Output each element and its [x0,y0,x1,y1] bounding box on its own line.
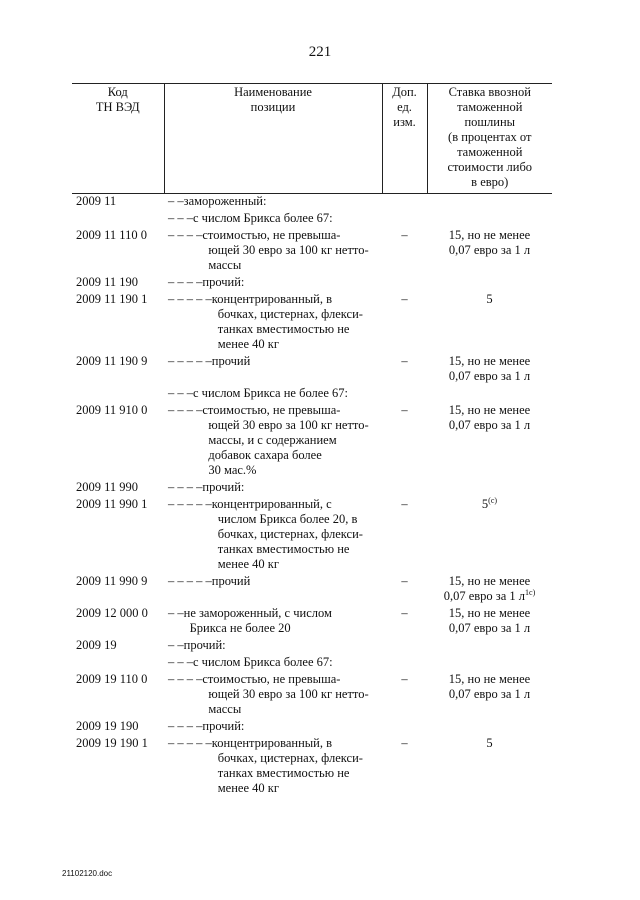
indent-dashes: – – – [168,655,193,669]
row-code [72,211,164,228]
indent-dashes: – – [168,606,184,620]
description-line: ющей 30 евро за 100 кг нетто- [208,687,369,701]
rate-line [429,354,550,369]
description-line: стоимостью, не превыша- [202,403,341,417]
description-line: числом Брикса более 20, в [217,512,358,526]
row-description [164,736,382,798]
table-row [72,655,552,672]
description-line: прочий [211,354,251,368]
indent-dashes: – – – [168,211,193,225]
rate-text: 15, но не менее [448,354,531,368]
table-row [72,292,552,354]
row-code: 2009 11 990 9 [76,574,148,588]
description-line: прочий: [202,275,245,289]
rate-text: 5 [486,292,493,306]
description-line: прочий: [202,480,245,494]
indent-dashes: – – – – – [168,574,212,588]
description-line: 30 мас.% [208,463,257,477]
description-line: танках вместимостью не [217,322,350,336]
rate-text: 5 [481,497,489,511]
description-line: с числом Брикса более 67: [193,211,333,225]
row-rate [427,354,552,386]
description-line: массы [208,702,242,716]
description-line: прочий: [202,719,245,733]
row-unit [382,194,427,212]
description-line: концентрированный, в [211,736,333,750]
rate-text: 15, но не менее [448,672,531,686]
row-unit [382,638,427,655]
row-rate [427,672,552,719]
row-description [164,672,382,719]
table-row [72,211,552,228]
indent-dashes: – – [168,194,184,208]
table-row [72,672,552,719]
description-line: бочках, цистернах, флекси- [217,527,363,541]
row-description [164,497,382,574]
row-rate [427,719,552,736]
rate-text: 15, но не менее [448,403,531,417]
rate-line [429,574,550,589]
row-unit: – [401,228,408,242]
description-line: Брикса не более 20 [189,621,291,635]
row-description [164,403,382,480]
row-code: 2009 19 190 [76,719,139,733]
description-line: ющей 30 евро за 100 кг нетто- [208,243,369,257]
description-line: прочий [211,574,251,588]
row-rate [427,736,552,798]
row-rate [427,292,552,354]
row-unit [382,275,427,292]
row-code: 2009 11 110 0 [76,228,147,242]
rate-text: 15, но не менее [448,606,531,620]
description-line: замороженный: [183,194,267,208]
rate-text: 0,07 евро за 1 л [448,418,531,432]
footnote-ref: 1с) [525,587,536,597]
indent-dashes: – – – [168,386,193,400]
description-line: с числом Брикса более 67: [193,655,333,669]
indent-dashes: – – – – – [168,497,212,511]
description-line: стоимостью, не превыша- [202,228,341,242]
row-code: 2009 11 190 9 [76,354,148,368]
row-code: 2009 11 990 1 [76,497,148,511]
description-line: концентрированный, в [211,292,333,306]
rate-line [429,497,550,512]
row-code: 2009 11 [76,194,117,208]
row-description [164,354,382,386]
description-line: стоимостью, не превыша- [202,672,341,686]
row-description [164,386,382,403]
indent-dashes: – – – – – [168,292,212,306]
row-description [164,574,382,606]
row-unit [382,386,427,403]
footnote-ref: (с) [488,495,498,505]
row-code [72,386,164,403]
rate-line [429,369,550,384]
indent-dashes: – – – – [168,672,203,686]
description-line: с числом Брикса не более 67: [193,386,348,400]
row-unit [382,719,427,736]
rate-line [429,589,550,604]
row-code: 2009 11 990 [76,480,139,494]
table-row [72,497,552,574]
row-description [164,480,382,497]
rate-line [429,621,550,636]
indent-dashes: – – – – – [168,736,212,750]
description-line: танках вместимостью не [217,766,350,780]
indent-dashes: – – – – [168,403,203,417]
rate-line [429,292,550,307]
footer-filename: 21102120.doc [62,869,113,878]
row-code: 2009 19 190 1 [76,736,148,750]
rate-line [429,736,550,751]
page-number: 221 [308,44,332,60]
row-unit: – [401,403,408,417]
description-line: танках вместимостью не [217,542,350,556]
table-body [72,194,552,799]
rate-text: 0,07 евро за 1 л [448,369,531,383]
rate-line [429,228,550,243]
rate-line [429,243,550,258]
description-line: менее 40 кг [217,337,279,351]
row-rate [427,655,552,672]
rate-line [429,687,550,702]
row-description [164,292,382,354]
table-row [72,736,552,798]
indent-dashes: – – [168,638,184,652]
row-description [164,606,382,638]
table-row [72,275,552,292]
table-row [72,354,552,386]
row-rate [427,497,552,574]
rate-line [429,403,550,418]
row-code: 2009 11 190 [76,275,139,289]
rate-text: 0,07 евро за 1 л [448,687,531,701]
description-line: добавок сахара более [208,448,322,462]
rate-line [429,418,550,433]
indent-dashes: – – – – [168,480,203,494]
description-line: не замороженный, с числом [183,606,332,620]
row-rate [427,194,552,212]
table-header [72,84,552,194]
row-unit: – [401,574,408,588]
rate-text: 15, но не менее [448,228,531,242]
row-description [164,719,382,736]
rate-text: 15, но не менее [448,574,531,588]
rate-text: 0,07 евро за 1 л [448,243,531,257]
row-rate [427,606,552,638]
table-row [72,574,552,606]
row-description [164,655,382,672]
row-rate [427,275,552,292]
table-row [72,228,552,275]
rate-text: 0,07 евро за 1 л [443,589,526,603]
table-row [72,638,552,655]
table-row [72,719,552,736]
row-code: 2009 11 910 0 [76,403,148,417]
table-row [72,194,552,212]
description-line: массы [208,258,242,272]
row-unit: – [401,736,408,750]
table-row [72,386,552,403]
row-unit: – [401,606,408,620]
row-rate [427,211,552,228]
tariff-table [72,83,552,798]
row-code: 2009 19 110 0 [76,672,148,686]
row-code: 2009 19 [76,638,117,652]
row-rate [427,403,552,480]
row-description [164,275,382,292]
row-unit: – [401,354,408,368]
row-unit: – [401,672,408,686]
description-line: бочках, цистернах, флекси- [217,307,363,321]
table-row [72,480,552,497]
row-unit: – [401,497,408,511]
description-line: ющей 30 евро за 100 кг нетто- [208,418,369,432]
rate-line [429,606,550,621]
description-line: менее 40 кг [217,781,279,795]
row-rate [427,480,552,497]
rate-text: 0,07 евро за 1 л [448,621,531,635]
row-code: 2009 11 190 1 [76,292,148,306]
indent-dashes: – – – – [168,719,203,733]
indent-dashes: – – – – – [168,354,212,368]
indent-dashes: – – – – [168,228,203,242]
rate-text: 5 [486,736,493,750]
row-code [72,655,164,672]
header-code: Код ТН ВЭД [72,84,164,194]
row-unit [382,480,427,497]
rate-line [429,672,550,687]
row-unit [382,211,427,228]
header-rate: Ставка ввозной таможенной пошлины (в процентах от таможенной стоимости либо в евро) [427,84,552,194]
row-code: 2009 12 000 0 [76,606,148,620]
row-description [164,638,382,655]
row-unit: – [401,292,408,306]
row-description [164,211,382,228]
table-row [72,606,552,638]
row-rate [427,228,552,275]
header-unit: Доп. ед. изм. [382,84,427,194]
row-rate [427,638,552,655]
table-row [72,403,552,480]
indent-dashes: – – – – [168,275,203,289]
description-line: бочках, цистернах, флекси- [217,751,363,765]
row-description [164,194,382,212]
description-line: массы, и с содержанием [208,433,337,447]
row-rate [427,574,552,606]
description-line: концентрированный, с [211,497,332,511]
row-unit [382,655,427,672]
header-name: Наименование позиции [164,84,382,194]
row-description [164,228,382,275]
row-rate [427,386,552,403]
description-line: менее 40 кг [217,557,279,571]
description-line: прочий: [183,638,226,652]
